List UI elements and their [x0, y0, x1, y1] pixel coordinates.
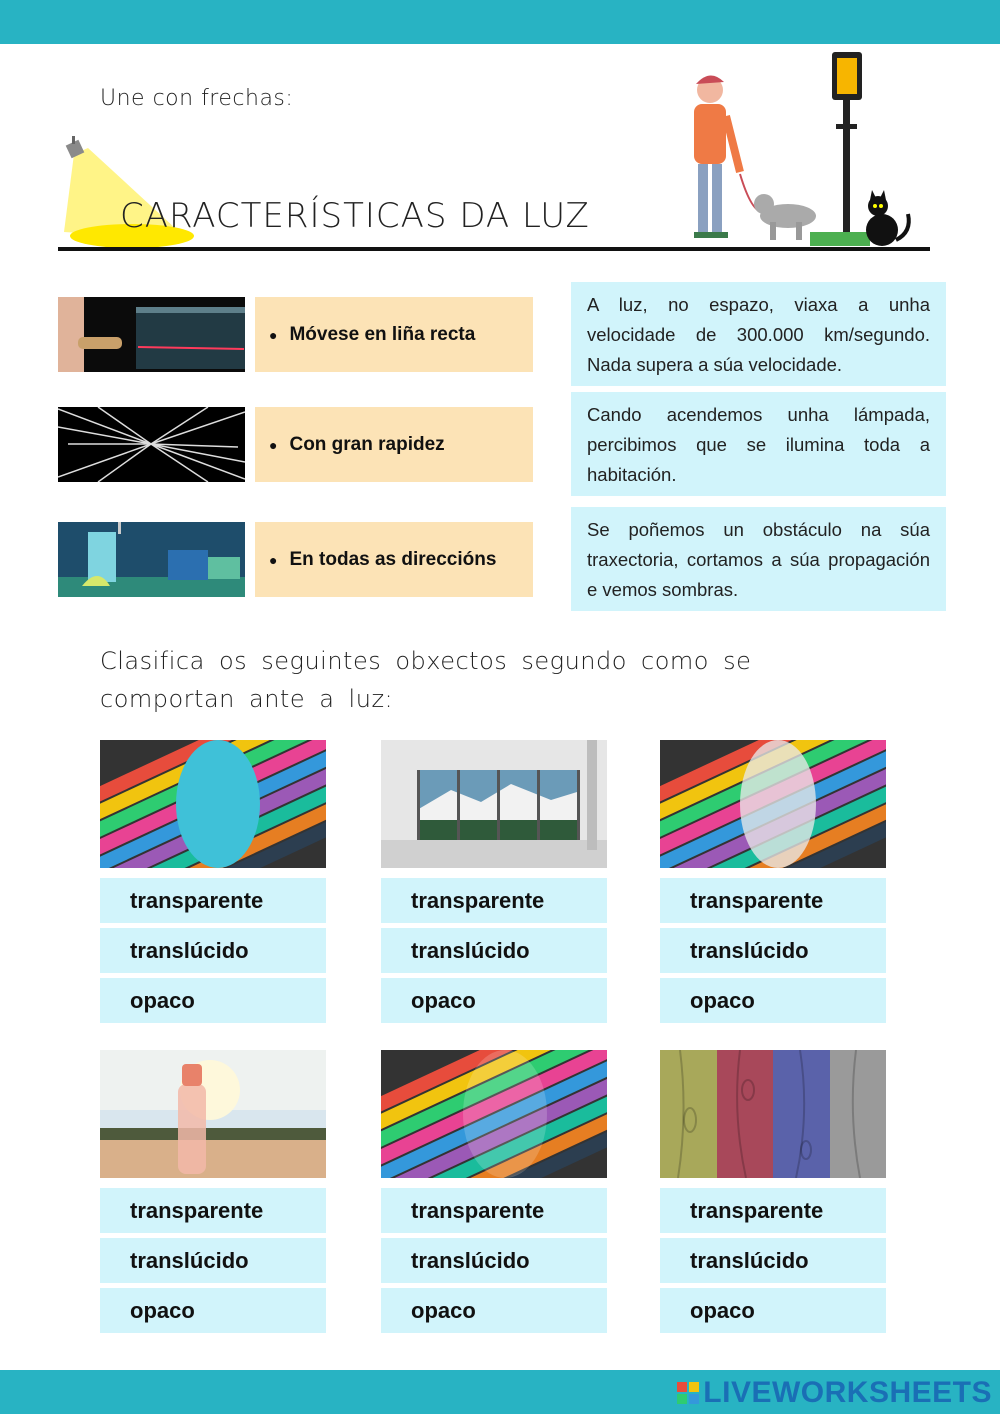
brand-name: LIVEWORKSHEETS [703, 1376, 992, 1409]
match-item-label: Móvese en liña recta [289, 323, 476, 345]
painted-wood-planks-image [660, 1050, 886, 1178]
page-title: CARACTERÍSTICAS DA LUZ [120, 196, 590, 236]
match-item-label: En todas as direccións [289, 548, 497, 570]
option-transparente[interactable]: transparente [381, 1188, 607, 1233]
pencils-frosted-oval-image [660, 740, 886, 868]
option-opaco[interactable]: opaco [381, 978, 607, 1023]
pencils-blue-oval-image [100, 740, 326, 868]
room-glass-windows-image [381, 740, 607, 868]
bullet-icon: ● [269, 326, 278, 343]
option-opaco[interactable]: opaco [381, 1288, 607, 1333]
light-speed-starfield-image [58, 407, 245, 482]
lit-room-illustration-image [58, 522, 245, 597]
laser-in-water-tank-image [58, 297, 245, 372]
option-transparente[interactable]: transparente [660, 1188, 886, 1233]
option-translucido[interactable]: translúcido [100, 1238, 326, 1283]
instruction-match: Une con frechas: [100, 86, 294, 111]
match-item-label: Con gran rapidez [289, 433, 445, 455]
match-item-1[interactable] [255, 297, 533, 372]
option-transparente[interactable]: transparente [100, 878, 326, 923]
title-underline [58, 247, 930, 251]
option-translucido[interactable]: translúcido [381, 928, 607, 973]
match-description-3[interactable]: Se poñemos un obstáculo na súa traxectoria, cortamos a súa propagación e vemos sombras. [571, 507, 946, 611]
instruction-classify: Clasifica os seguintes obxectos segundo como se comportan ante a luz: [100, 647, 752, 713]
match-item-3[interactable] [255, 522, 533, 597]
option-translucido[interactable]: translúcido [660, 1238, 886, 1283]
option-opaco[interactable]: opaco [660, 1288, 886, 1333]
option-transparente[interactable]: transparente [660, 878, 886, 923]
man-walking-dog-illustration [660, 44, 930, 250]
option-translucido[interactable]: translúcido [100, 928, 326, 973]
option-transparente[interactable]: transparente [381, 878, 607, 923]
match-description-2[interactable]: Cando acendemos unha lámpada, percibimos que se ilumina toda a habitación. [571, 392, 946, 496]
top-bar [0, 0, 1000, 44]
bullet-icon: ● [269, 436, 278, 453]
pencils-clear-sheet-image [381, 1050, 607, 1178]
liveworksheets-logo[interactable] [677, 1376, 992, 1410]
option-opaco[interactable]: opaco [660, 978, 886, 1023]
option-opaco[interactable]: opaco [100, 1288, 326, 1333]
option-transparente[interactable]: transparente [100, 1188, 326, 1233]
plastic-water-bottle-image [100, 1050, 326, 1178]
match-description-1[interactable]: A luz, no espazo, viaxa a unha velocidade de 300.000 km/segundo. Nada supera a súa velocidade. [571, 282, 946, 386]
logo-squares-icon [677, 1382, 699, 1404]
option-translucido[interactable]: translúcido [660, 928, 886, 973]
bullet-icon: ● [269, 551, 278, 568]
option-translucido[interactable]: translúcido [381, 1238, 607, 1283]
option-opaco[interactable]: opaco [100, 978, 326, 1023]
match-item-2[interactable] [255, 407, 533, 482]
